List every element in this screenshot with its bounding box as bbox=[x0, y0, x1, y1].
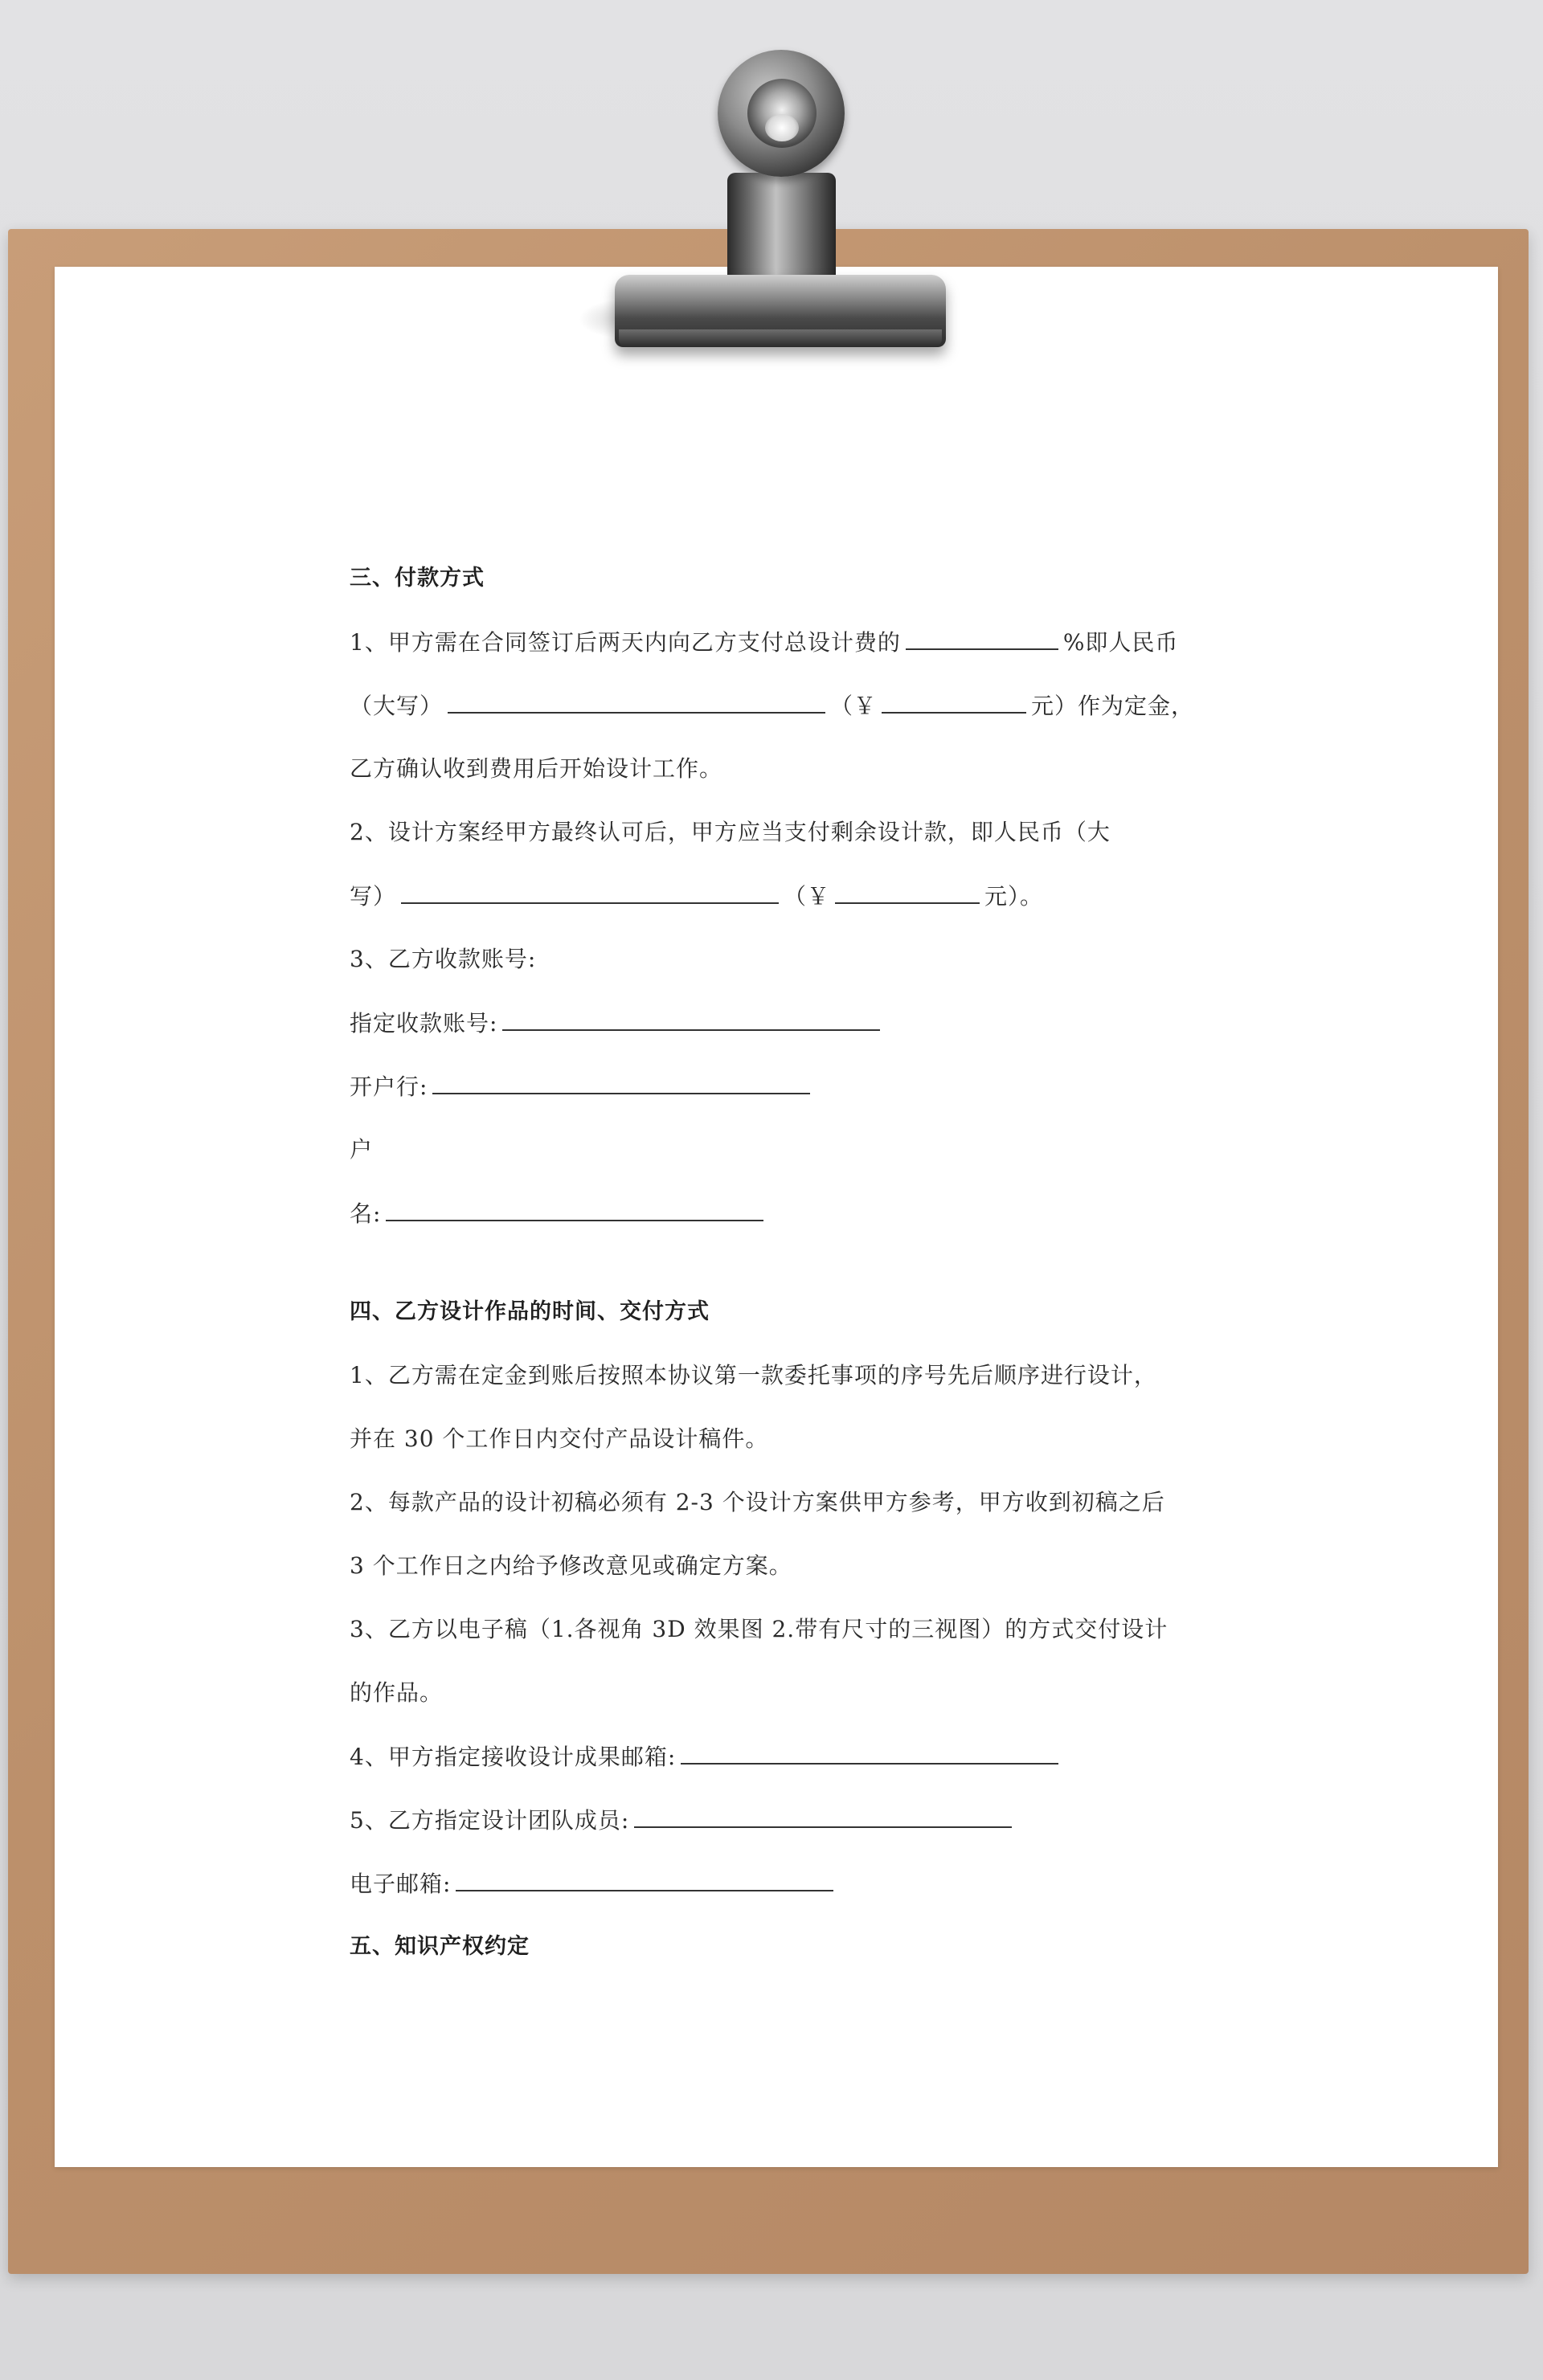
delivery-item-3-line-2: 的作品。 bbox=[350, 1679, 444, 1706]
deposit-amount-uppercase-blank[interactable] bbox=[448, 689, 825, 714]
section-heading-ip: 五、知识产权约定 bbox=[350, 1934, 530, 1959]
payment-item-2-write-label: 写） bbox=[350, 883, 397, 910]
deposit-amount-number-blank[interactable] bbox=[882, 689, 1026, 714]
payment-item-1-line-2 bbox=[350, 689, 1194, 722]
delivery-item-5-row bbox=[350, 1804, 1017, 1837]
payment-item-1-deposit-text: 元）作为定金， bbox=[1031, 693, 1195, 719]
payment-item-2-line-1: 2、设计方案经甲方最终认可后，甲方应当支付剩余设计款，即人民币（大 bbox=[350, 819, 1111, 845]
account-number-label: 指定收款账号: bbox=[350, 1010, 498, 1037]
deposit-percent-blank[interactable] bbox=[906, 626, 1058, 650]
balance-amount-number-blank[interactable] bbox=[835, 880, 980, 904]
payment-item-2-line-2 bbox=[350, 880, 1043, 913]
team-members-label: 5、乙方指定设计团队成员: bbox=[350, 1807, 630, 1834]
section-heading-delivery: 四、乙方设计作品的时间、交付方式 bbox=[350, 1299, 710, 1324]
payment-item-1-percent-text: %即人民币 bbox=[1062, 629, 1179, 656]
bank-row bbox=[350, 1070, 815, 1103]
account-number-blank[interactable] bbox=[502, 1007, 880, 1031]
delivery-item-1-line-2: 并在 30 个工作日内交付产品设计稿件。 bbox=[350, 1425, 769, 1452]
payment-item-1-text: 1、甲方需在合同签订后两天内向乙方支付总设计费的 bbox=[350, 629, 901, 656]
delivery-item-4-row bbox=[350, 1740, 1063, 1773]
payment-item-3-title: 3、乙方收款账号: bbox=[350, 946, 537, 972]
receive-email-blank[interactable] bbox=[681, 1740, 1058, 1765]
delivery-item-1-line-1: 1、乙方需在定金到账后按照本协议第一款委托事项的序号先后顺序进行设计， bbox=[350, 1362, 1157, 1388]
payment-item-2-end-text: 元）。 bbox=[984, 883, 1044, 910]
bank-label: 开户行: bbox=[350, 1073, 428, 1100]
receive-email-label: 4、甲方指定接收设计成果邮箱: bbox=[350, 1744, 677, 1770]
payment-item-1-uppercase-label: （大写） bbox=[350, 693, 444, 719]
account-number-row bbox=[350, 1007, 885, 1040]
account-name-label: 名: bbox=[350, 1200, 382, 1227]
account-name-blank[interactable] bbox=[386, 1197, 763, 1221]
team-email-row bbox=[350, 1867, 838, 1900]
account-name-row bbox=[350, 1197, 768, 1230]
delivery-item-3-line-1: 3、乙方以电子稿（1.各视角 3D 效果图 2.带有尺寸的三视图）的方式交付设计 bbox=[350, 1616, 1169, 1642]
payment-item-1-yen-label: （￥ bbox=[830, 693, 878, 719]
team-members-blank[interactable] bbox=[634, 1804, 1012, 1828]
balance-amount-uppercase-blank[interactable] bbox=[401, 880, 779, 904]
section-heading-payment: 三、付款方式 bbox=[350, 566, 485, 591]
team-email-blank[interactable] bbox=[456, 1867, 833, 1891]
account-name-label-line-1: 户 bbox=[350, 1136, 374, 1163]
delivery-item-2-line-1: 2、每款产品的设计初稿必须有 2-3 个设计方案供甲方参考，甲方收到初稿之后 bbox=[350, 1489, 1165, 1515]
team-email-label: 电子邮箱: bbox=[350, 1871, 452, 1897]
payment-item-2-yen-label: （￥ bbox=[784, 883, 831, 910]
bank-blank[interactable] bbox=[432, 1070, 810, 1094]
payment-item-1-line-3: 乙方确认收到费用后开始设计工作。 bbox=[350, 755, 723, 782]
delivery-item-2-line-2: 3 个工作日之内给予修改意见或确定方案。 bbox=[350, 1552, 792, 1579]
payment-item-1-line-1 bbox=[350, 626, 1178, 659]
